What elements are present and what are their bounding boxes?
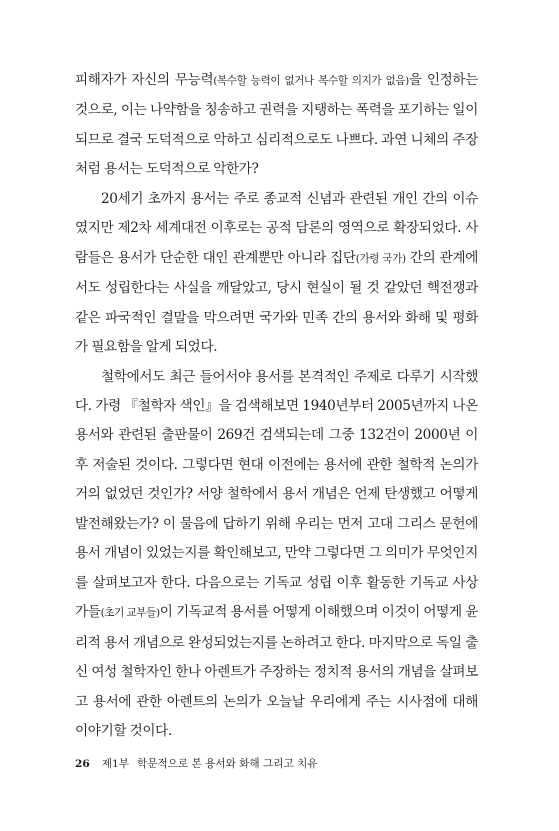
page-footer — [75, 755, 318, 773]
page-number: 26 — [75, 758, 90, 770]
paragraph-2-parenthetical: (가령 국가) — [355, 252, 406, 265]
paragraph-2 — [75, 185, 478, 363]
paragraph-1-parenthetical: (복수할 능력이 없거나 복수할 의지가 없음) — [213, 75, 409, 87]
paragraph-1 — [75, 66, 478, 185]
footer-part-label: 제1부 — [101, 758, 129, 770]
footer-title: 학문적으로 본 용서와 화해 그리고 치유 — [136, 758, 318, 770]
paragraph-1-part-c: 을 인정하는 것으로, 이는 나약함을 칭송하고 권력을 지탱하는 폭력을 포기하는 일이 되므로 결국 도덕적으로 악하고 심리적으로도 나쁘다. 과연 니체의 주장처럼 용서는 도덕적으로 악한가? — [75, 72, 478, 178]
paragraph-3-part-a: 철학에서도 최근 들어서야 용서를 본격적인 주제로 다루기 시작했다. 가령 『철학자 색인』을 검색해보면 1940년부터 2005년까지 나온 용서와 관련된 출판물이 269건 검색되는데 그중 132건이 2000년 이후 저술된 것이다. 그렇다면 현대 이전에는 용서에 관한 철학적 논의가 거의 없었던 것인가? 서양 철학에서 용서 개념은 언제 탄생했고 어떻게 발전해왔는가? 이 물음에 답하기 위해 우리는 먼저 고대 그리스 문헌에 용서 개념이 있었는지를 확인해보고, 만약 그렇다면 그 의미가 무엇인지를 살펴보고자 한다. 다음으로는 기독교 성립 이후 활동한 기독교 사상가들 — [75, 368, 478, 621]
paragraph-1-part-a: 피해자가 자신의 무능력 — [75, 72, 214, 88]
paragraph-3-parenthetical: (초기 교부들) — [100, 607, 160, 620]
paragraph-2-part-c: 간의 관계에서도 성립한다는 사실을 깨달았고, 당시 현실이 될 것 같았던 핵전쟁과 같은 파국적인 결말을 막으려면 국가와 민족 간의 용서와 화해 및 평화가 필요함을 알게 되었다. — [75, 249, 478, 356]
paragraph-2-part-a: 20세기 초까지 용서는 주로 종교적 신념과 관련된 개인 간의 이슈였지만 제2차 세계대전 이후로는 공적 담론의 영역으로 확장되었다. 사람들은 용서가 단순한 대인 관계뿐만 아니라 집단 — [75, 190, 478, 266]
body-text — [75, 66, 478, 746]
paragraph-3 — [75, 363, 478, 747]
paragraph-3-part-c: 이 기독교적 용서를 어떻게 이해했으며 이것이 어떻게 윤리적 용서 개념으로 완성되었는지를 논하려고 한다. 마지막으로 독일 출신 여성 철학자인 한나 아렌트가 주장하는 정치적 용서의 개념을 살펴보고 용서에 관한 아렌트의 논의가 오늘날 우리에게 주는 시사점에 대해 이야기할 것이다. — [75, 604, 478, 739]
